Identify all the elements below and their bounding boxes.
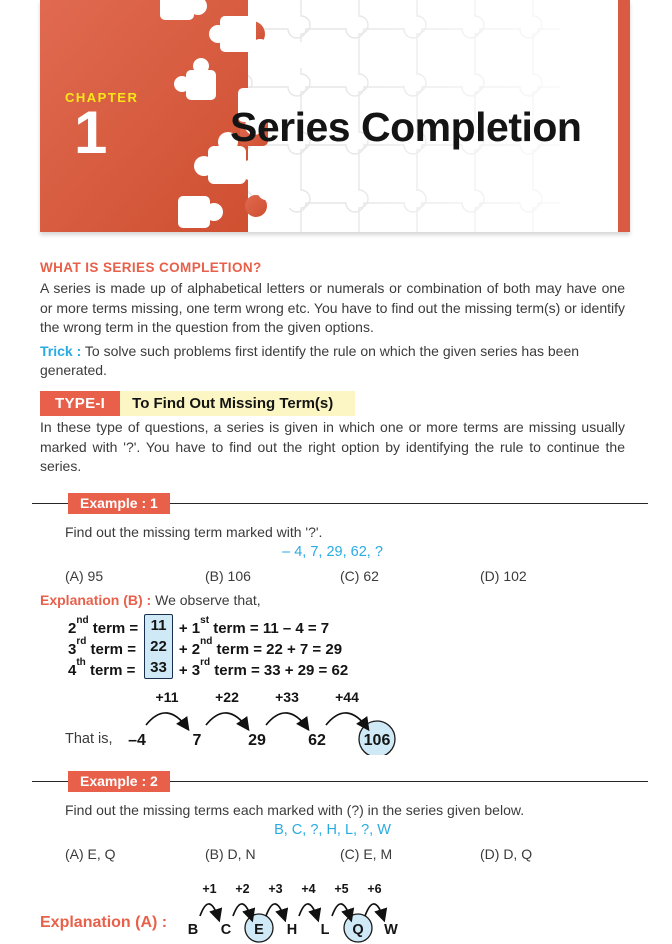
step-arc <box>146 713 188 729</box>
example1-equations <box>68 614 625 679</box>
step-label: +1 <box>202 881 217 896</box>
chapter-number: 1 <box>74 99 108 166</box>
example2-question: Find out the missing terms each marked with (?) in the series given below. <box>65 801 525 818</box>
series-term: C <box>220 921 232 938</box>
series-term: H <box>286 921 298 938</box>
series-term: E <box>254 921 264 938</box>
option: (B) 106 <box>205 567 251 584</box>
equation-column: 2nd term = 3rd term = 4th term = <box>68 614 139 679</box>
example2-options <box>65 846 625 862</box>
step-label: +44 <box>334 688 359 705</box>
step-arc <box>266 713 308 729</box>
step-label: +2 <box>235 881 250 896</box>
option: (C) 62 <box>340 567 379 584</box>
example2-badge: Example : 2 <box>68 771 170 792</box>
example1-options <box>65 568 625 584</box>
series-term: L <box>320 921 330 938</box>
intro-paragraph: A series is made up of alphabetical letters or numerals or combination of both may have one or more terms missing, one term wrong etc. You have to find out the missing term(s) or identify the wrong term in the question from the given options. <box>40 280 625 336</box>
step-label: +22 <box>214 688 239 705</box>
step-label: +3 <box>268 881 283 896</box>
example1-diagram-row <box>65 683 625 755</box>
type-title: To Find Out Missing Term(s) <box>120 391 355 416</box>
example1-badge: Example : 1 <box>68 493 170 514</box>
chapter-label: CHAPTER <box>65 90 139 105</box>
step-label: +6 <box>367 881 382 896</box>
step-arc <box>206 713 248 729</box>
option: (D) D, Q <box>480 845 533 862</box>
example1-divider <box>40 493 625 514</box>
page-title: Series Completion <box>230 104 582 150</box>
example1-explanation-label: Explanation (B) : <box>40 591 152 608</box>
example2-explanation-row <box>40 876 625 944</box>
step-label: +4 <box>301 881 316 896</box>
example2-explanation-label: Explanation (A) : <box>40 913 168 931</box>
trick-label: Trick : <box>40 342 82 359</box>
example1-series: – 4, 7, 29, 62, ? <box>282 543 383 560</box>
example1-explanation <box>40 592 625 608</box>
trick-line <box>40 342 625 381</box>
example2-divider <box>40 771 625 792</box>
type-description: In these type of questions, a series is given in which one or more terms are missing usually marked with '?'. You have to find out the right option by identifying the rule to continue the series. <box>40 418 625 475</box>
chapter-header <box>40 0 630 232</box>
section-heading: WHAT IS SERIES COMPLETION? <box>40 260 262 275</box>
page-content <box>40 232 625 944</box>
series-term: 106 <box>363 731 390 749</box>
series-term: Q <box>352 921 364 938</box>
step-label: +33 <box>274 688 299 705</box>
series-term: W <box>384 921 398 938</box>
option: (C) E, M <box>340 845 393 862</box>
example2-series: B, C, ?, H, L, ?, W <box>274 821 391 838</box>
header-accent-strip <box>618 0 630 232</box>
series-term: 62 <box>307 731 326 749</box>
step-label: +5 <box>334 881 349 896</box>
type-banner <box>40 391 355 416</box>
option: (A) 95 <box>65 567 104 584</box>
option: (D) 102 <box>480 567 527 584</box>
series-term: 29 <box>247 731 266 749</box>
type-badge: TYPE-I <box>40 391 120 416</box>
series-term: 7 <box>192 731 201 749</box>
option: (A) E, Q <box>65 845 116 862</box>
equation-column: 11 22 33 <box>144 614 173 679</box>
example1-series-diagram <box>113 683 433 755</box>
trick-text: To solve such problems first identify the rule on which the given series has been generated. <box>40 342 580 379</box>
equation-column: + 1st term = 11 – 4 = 7 + 2nd term = 22 + 7 = 29 + 3rd term = 33 + 29 = 62 <box>178 614 349 679</box>
series-term: B <box>187 921 199 938</box>
example2-series-diagram <box>179 876 414 944</box>
step-label: +11 <box>155 688 179 705</box>
that-is-label: That is, <box>65 730 113 747</box>
series-term: –4 <box>127 731 146 749</box>
example1-explanation-intro: We observe that, <box>155 591 261 608</box>
option: (B) D, N <box>205 845 256 862</box>
step-arc <box>326 713 368 729</box>
example1-question: Find out the missing term marked with '?'. <box>65 523 323 540</box>
